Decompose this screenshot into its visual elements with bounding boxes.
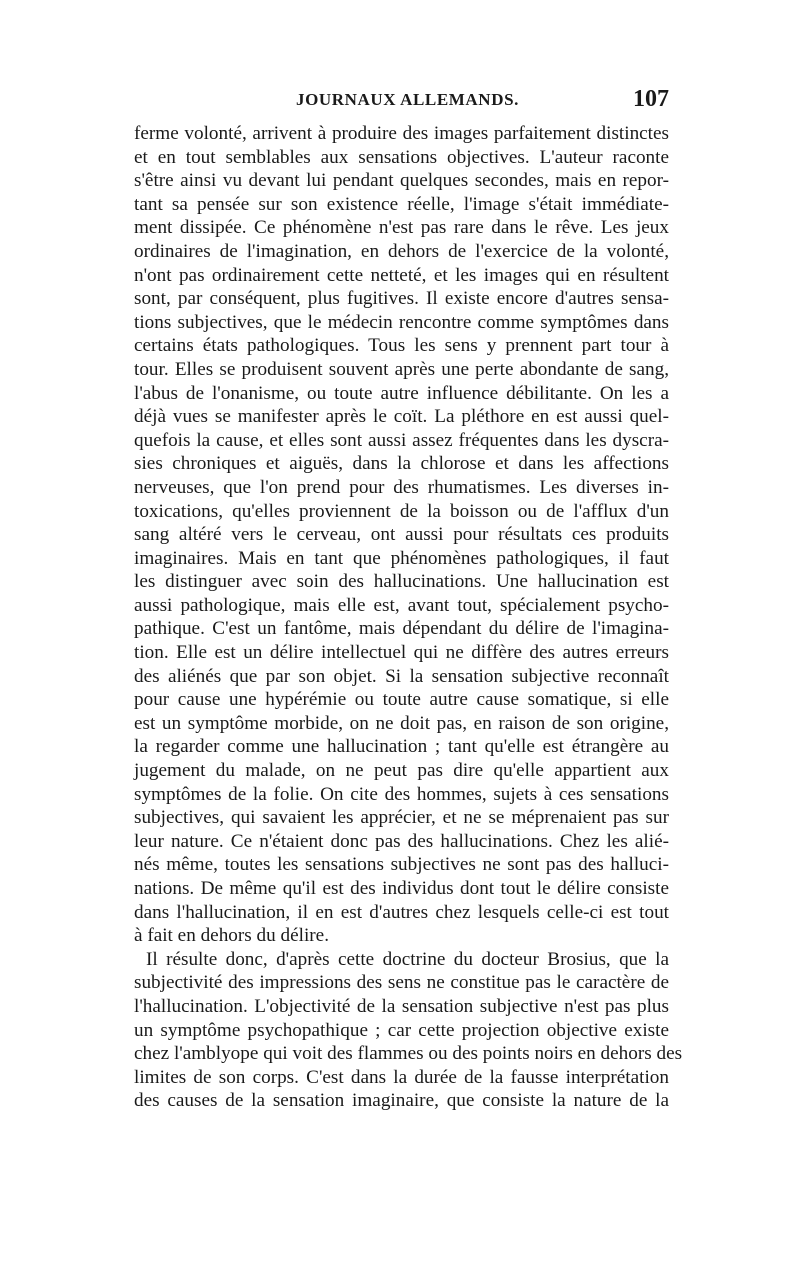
text-line: nations. De même qu'il est des individus dont tout le délire consiste bbox=[134, 878, 669, 899]
text-line: jugement du malade, on ne peut pas dire qu'elle appartient aux bbox=[134, 760, 669, 782]
text-line: dans l'hallucination, il en est d'autres chez lesquels celle-ci est tout bbox=[134, 901, 669, 923]
text-line: un symptôme psychopathique ; car cette projection objective existe bbox=[134, 1019, 669, 1041]
text-line: Il résulte donc, d'après cette doctrine du docteur Brosius, que la bbox=[146, 948, 669, 970]
text-line: s'être ainsi vu devant lui pendant quelques secondes, mais en repor- bbox=[134, 170, 669, 192]
text-line: tour. Elles se produisent souvent après une perte abondante de sang, bbox=[134, 358, 669, 380]
text-line: déjà vues se manifester après le coït. La pléthore en est aussi quel- bbox=[134, 406, 669, 428]
text-line: tant sa pensée sur son existence réelle, l'image s'était immédiate- bbox=[134, 193, 669, 215]
text-line: des causes de la sensation imaginaire, que consiste la nature de la bbox=[134, 1090, 669, 1112]
page-header bbox=[134, 86, 669, 122]
text-line: certains états pathologiques. Tous les sens y prennent part tour à bbox=[134, 335, 669, 357]
text-line: est un symptôme morbide, on ne doit pas, en raison de son origine, bbox=[134, 712, 669, 734]
text-line: subjectivité des impressions des sens ne constitue pas le caractère de bbox=[134, 972, 669, 994]
text-line: symptômes de la folie. On cite des hommes, sujets à ces sensations bbox=[134, 783, 669, 805]
text-line: ment dissipée. Ce phénomène n'est pas rare dans le rêve. Les jeux bbox=[134, 217, 669, 239]
paragraph-1 bbox=[134, 122, 669, 948]
text-line: pour cause une hypérémie ou toute autre cause somatique, si elle bbox=[134, 689, 669, 711]
text-line: toxications, qu'elles proviennent de la boisson ou de l'afflux d'un bbox=[134, 500, 669, 522]
text-line: et en tout semblables aux sensations objectives. L'auteur raconte bbox=[134, 146, 669, 168]
paragraph-2 bbox=[134, 948, 683, 1113]
text-line: des aliénés que par son objet. Si la sensation subjective reconnaît bbox=[134, 665, 669, 687]
text-line: tion. Elle est un délire intellectuel qui ne diffère des autres erreurs bbox=[134, 642, 669, 664]
text-line: limites de son corps. C'est dans la durée de la fausse interprétation bbox=[134, 1066, 669, 1088]
book-page bbox=[134, 86, 683, 1113]
text-line: nés même, toutes les sensations subjectives ne sont pas des halluci- bbox=[134, 854, 669, 876]
text-line: sies chroniques et aiguës, dans la chlorose et dans les affections bbox=[134, 453, 669, 475]
text-line: pathique. C'est un fantôme, mais dépendant du délire de l'imagina- bbox=[134, 618, 669, 640]
text-line: n'ont pas ordinairement cette netteté, et les images qui en résultent bbox=[134, 264, 669, 286]
text-line: leur nature. Ce n'étaient donc pas des hallucinations. Chez les alié- bbox=[134, 830, 669, 852]
text-line: tions subjectives, que le médecin rencontre comme symptômes dans bbox=[134, 311, 669, 333]
text-line: la regarder comme une hallucination ; tant qu'elle est étrangère au bbox=[134, 736, 669, 758]
text-line: subjectives, qui savaient les apprécier, et ne se méprenaient pas sur bbox=[134, 807, 669, 829]
text-line: aussi pathologique, mais elle est, avant tout, spécialement psycho- bbox=[134, 594, 669, 616]
running-title: JOURNAUX ALLEMANDS. bbox=[296, 90, 519, 109]
text-line: ordinaires de l'imagination, en dehors de l'exercice de la volonté, bbox=[134, 240, 669, 262]
text-line: chez l'amblyope qui voit des flammes ou des points noirs en dehors des bbox=[134, 1043, 683, 1065]
text-line: nerveuses, que l'on prend pour des rhumatismes. Les diverses in- bbox=[134, 476, 669, 498]
text-line: quefois la cause, et elles sont aussi assez fréquentes dans les dyscra- bbox=[134, 429, 669, 451]
page-number: 107 bbox=[633, 86, 669, 112]
text-line: l'hallucination. L'objectivité de la sensation subjective n'est pas plus bbox=[134, 995, 669, 1017]
text-line: les distinguer avec soin des hallucinations. Une hallucination est bbox=[134, 571, 669, 593]
text-line: sont, par conséquent, plus fugitives. Il existe encore d'autres sensa- bbox=[134, 288, 669, 310]
text-line: imaginaires. Mais en tant que phénomènes pathologiques, il faut bbox=[134, 547, 669, 569]
text-line: ferme volonté, arrivent à produire des images parfaitement distinctes bbox=[134, 123, 669, 144]
text-line: sang altéré vers le cerveau, ont aussi pour résultats ces produits bbox=[134, 524, 669, 546]
text-line: l'abus de l'onanisme, ou toute autre influence débilitante. On les a bbox=[134, 382, 669, 404]
text-line: à fait en dehors du délire. bbox=[134, 925, 329, 947]
